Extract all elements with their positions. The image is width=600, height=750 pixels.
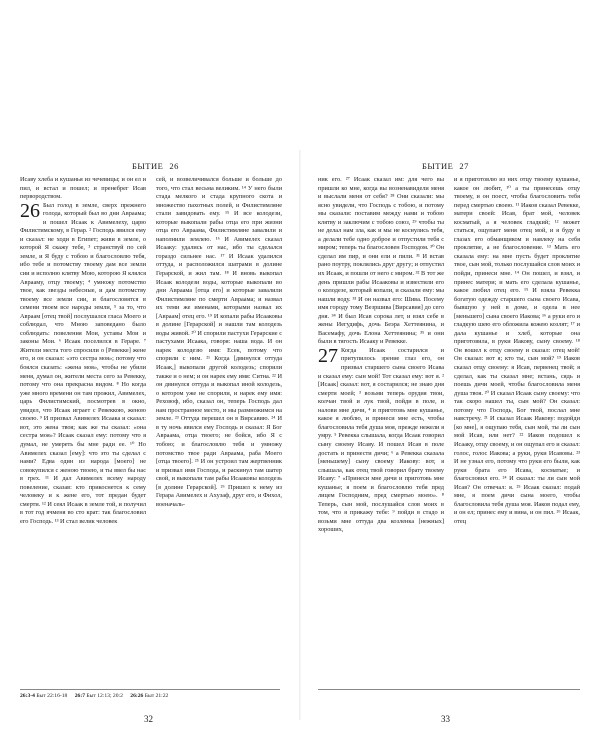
- header-book: БЫТИЕ: [132, 161, 164, 171]
- ref-text: Быт 22:16-18: [36, 693, 68, 699]
- paragraph: Исаву хлеба и кушанья из чечевицы; и он ел и пил, и встал и пошел; и пренебрег Исав первородством.: [20, 176, 146, 201]
- text-column-right: [156, 176, 282, 509]
- ref-label: 26:7: [74, 693, 86, 699]
- paragraph: и я приготовлю из них отцу твоему кушанье, какое он любит, ¹⁰ а ты принесешь отцу твоему, и он поест, чтобы благословить тебя перед смертью своею. ¹¹ Иаков сказал Ревекке, матери своей: Исав, брат мой, человек косматый, а я человек гладкий; ¹² может статься, ощупает меня отец мой, и я буду в глазах его обманщиком и навлеку на себя проклятие, а не благословение. ¹³ Мать его сказала ему: на мне пусть будет проклятие твое, сын мой, только послушайся слов моих и пойди, принеси мне. ¹⁴ Он пошел, и взял, и принес матери; и мать его сделала кушанье, какое любил отец его. ¹⁵ И взяла Ревекка богатую одежду старшего сына своего Исава, бывшую у ней в доме, и одела в нее [меньшего] сына своего Иакова; ¹⁶ а руки его и гладкую шею его обложила кожею козлят; ¹⁷ и дала кушанье и хлеб, которые она приготовила, в руки Иакову, сыну своему. ¹⁸ Он вошел к отцу своему и сказал: отец мой! Он сказал: вот я; кто ты, сын мой? ¹⁹ Иаков сказал отцу своему: я Исав, первенец твой; я сделал, как ты сказал мне; встань, сядь и поешь дичи моей, чтобы благословила меня душа твоя. ²⁰ И сказал Исаак сыну своему: что так скоро нашел ты, сын мой? Он сказал: потому что Господь, Бог твой, послал мне навстречу. ²¹ И сказал Исаак Иакову: подойди [ко мне], я ощупаю тебя, сын мой, ты ли сын мой Исав, или нет? ²² Иаков подошел к Исааку, отцу своему, и он ощупал его и сказал: голос, голос Иакова; а руки, руки Исавовы. ²³ И не узнал его, потому что руки его были, как руки брата его Исава, косматые; и благословил его. ²⁴ И сказал: ты ли сын мой Исав? Он отвечал: я. ²⁵ Исаак сказал: подай мне, я поем дичи сына моего, чтобы благословила тебя душа моя. Иаков подал ему, и он ел; принес ему и вина, и он пил. ²⁶ Исаак, отец: [454, 176, 580, 525]
- cross-references: [20, 693, 280, 700]
- ref-text: Быт 21:22: [144, 693, 169, 699]
- chapter-number: 27: [318, 344, 338, 367]
- running-header: [422, 161, 469, 171]
- header-book: БЫТИЕ: [422, 161, 454, 171]
- verse-text: Был голод в земле, сверх прежнего голода, который был во дни Авраама; и пошел Исаак к Авимелеху, царю Филистимскому, в Герар. ² Господь явился ему и сказал: не ходи в Египет; живи в земле, о которой Я скажу тебе, ³ странствуй по сей земле, и Я буду с тобою и благословлю тебя, ибо тебе и потомству твоему дам все земли сии и исполню клятву Мою, которою Я клялся Аврааму, отцу твоему; ⁴ умножу потомство твое, как звезды небесные, и дам потомству твоему все земли сии, и благословятся в семени твоем все народы земли, ⁵ за то, что Авраам [отец твой] послушался гласа Моего и соблюдал, что Мною заповедано было соблюдать: повеления Мои, уставы Мои и законы Мои. ⁶ Исаак поселился в Гераре. ⁷ Жители места того спросили о [Ревекке] жене его, и он сказал: «это сестра моя»; потому что боялся сказать: «жена моя», чтобы не убили меня, думал он, жители места сего за Ревекку, потому что она прекрасна видом. ⁸ Но когда уже много времени он там прожил, Авимелех, царь Филистимский, посмотрев в окно, увидел, что Исаак играет с Ревеккою, женою своею. ⁹ И призвал Авимелех Исаака и сказал: вот, это жена твоя; как же ты сказал: «она сестра моя»? Исаак сказал ему: потому что я думал, не умереть бы мне ради ее. ¹⁰ Но Авимелех сказал [ему]: что это ты сделал с нами? Едва один из народа [моего] не совокупился с женою твоею, и ты ввел бы нас в грех. ¹¹ И дал Авимелех всему народу повеление, сказав: кто прикоснется к сему человеку и к жене его, тот предан будет смерти. ¹² И сеял Исаак в земле той, и получил в тот год ячменя во сто крат: так благословил его Господь. ¹³ И стал велик человек: [20, 201, 146, 525]
- paragraph: [20, 199, 146, 527]
- running-header: [132, 161, 179, 171]
- chapter-number: 26: [20, 199, 40, 222]
- page-number: 32: [144, 714, 153, 724]
- paragraph: [318, 344, 444, 535]
- paragraph: сей, и возвеличивался больше и больше до того, что стал весьма великим. ¹⁴ У него были стада мелкого и стада крупного скота и множество пахотных полей, и Филистимляне стали завидовать ему. ¹⁵ И все колодези, которые выкопали рабы отца его при жизни отца его Авраама, Филистимляне завалили и наполнили землею. ¹⁶ И Авимелех сказал Исааку: удались от нас, ибо ты сделался гораздо сильнее нас. ¹⁷ И Исаак удалился оттуда, и расположился шатрами в долине Герарской, и жил там. ¹⁸ И вновь выкопал Исаак колодези воды, которые выкопали во дни Авраама [отца его] и которые завалили Филистимляне по смерти Авраама; и назвал их теми же именами, которыми назвал их [Авраам] отец его. ¹⁹ И копали рабы Исааковы в долине [Герарской] и нашли там колодезь воды живой. ²⁰ И спорили пастухи Герарские с пастухами Исаака, говоря: наша вода. И он нарек колодезю имя: Есек, потому что спорили с ним. ²¹ Когда [двинулся оттуда Исаак,] выкопали другой колодезь; спорили также и о нем; и он нарек ему имя: Ситна. ²² И он двинулся оттуда и выкопал иной колодезь, о котором уже не спорили, и нарек ему имя: Реховоф, ибо, сказал он, теперь Господь дал нам пространное место, и мы размножимся на земле. ²³ Оттуда перешел он в Вирсавию. ²⁴ И в ту ночь явился ему Господь и сказал: Я Бог Авраама, отца твоего; не бойся, ибо Я с тобою; и благословлю тебя и умножу потомство твое ради Авраама, раба Моего [отца твоего]. ²⁵ И он устроил там жертвенник и призвал имя Господа, и раскинул там шатер свой, и выкопали там рабы Исааковы колодезь [в долине Герарской]. ²⁶ Пришел к нему из Герара Авимелех и Ахузаф, друг его, и Фихол, военачаль-: [156, 176, 282, 508]
- ref-text: Быт 12:13; 20:2: [86, 693, 123, 699]
- text-column-left: [20, 176, 146, 526]
- footnote-rule: [318, 689, 580, 690]
- text-column-left: [318, 176, 444, 535]
- paragraph: ник его. ²⁷ Исаак сказал им: для чего вы пришли ко мне, когда вы возненавидели меня и выслали меня от себя? ²⁸ Они сказали: мы ясно увидели, что Господь с тобою, и потому мы сказали: поставим между нами и тобою клятву и заключим с тобою союз, ²⁹ чтобы ты не делал нам зла, как и мы не коснулись тебя, а делали тебе одно доброе и отпустили тебя с миром; теперь ты благословен Господом. ³⁰ Он сделал им пир, и они ели и пили. ³¹ И встав рано поутру, поклялись друг другу; и отпустил их Исаак, и пошли от него с миром. ³² В тот же день пришли рабы Исааковы и известили его о колодезе, который копали, и сказали ему: мы нашли воду. ³³ И он назвал его: Шива. Посему имя городу тому Везршива [Вирсавия] до сего дня. ³⁴ И был Исав сорока лет, и взял себе в жены Иегудифь, дочь Беэра Хеттеянина, и Васемафу, дочь Елона Хеттеянина; ³⁵ и они были в тягость Исааку и Ревекке.: [318, 176, 444, 346]
- text-column-right: [454, 176, 580, 526]
- header-chapter: 27: [459, 161, 469, 171]
- header-chapter: 26: [169, 161, 179, 171]
- footnote-rule: [20, 689, 280, 690]
- ref-label: 26:3-4: [20, 693, 35, 699]
- right-page: [300, 0, 600, 750]
- verse-text: Когда Исаак состарился и притупилось зрение глаз его, он призвал старшего сына своего Исава и сказал ему: сын мой! Тот сказал ему: вот я. ² [Исаак] сказал: вот, я состарился; не знаю дня смерти моей; ³ возьми теперь орудия твои, колчан твой и лук твой, пойди в поле, и налови мне дичи, ⁴ и приготовь мне кушанье, какое я люблю, и принеси мне есть, чтобы благословила тебя душа моя, прежде нежели я умру. ⁵ Ревекка слышала, когда Исаак говорил сыну своему Исаву. И пошел Исав в поле достать и принести дичи; ⁶ а Ревекка сказала [меньшему] сыну своему Иакову: вот, я слышала, как отец твой говорил брату твоему Исаву: ⁷ «Принеси мне дичи и приготовь мне кушанье; я поем и благословлю тебя пред лицем Господним, пред смертью моею». ⁸ Теперь, сын мой, послушайся слов моих в том, что я прикажу тебе: ⁹ пойди в стадо и возьми мне оттуда два козленка [нежных] хороших,: [318, 346, 444, 534]
- ref-label: 26:26: [130, 693, 144, 699]
- page-number: 33: [441, 714, 450, 724]
